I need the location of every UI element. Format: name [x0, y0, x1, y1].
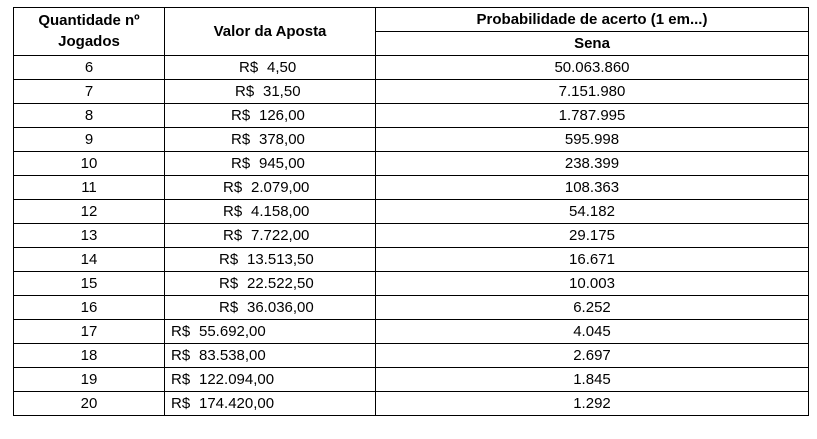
- bet-value-amount: 378,00: [259, 131, 305, 148]
- probability-cell: 10.003: [376, 272, 809, 296]
- bet-value-amount: 174.420,00: [199, 395, 275, 412]
- probability-cell: 29.175: [376, 224, 809, 248]
- quantity-cell: 8: [14, 104, 165, 128]
- probability-cell: 1.292: [376, 392, 809, 416]
- header-quantity-label: Quantidade nº Jogados: [38, 12, 140, 50]
- bet-value-cell: [165, 248, 376, 272]
- bet-value-amount: 55.692,00: [199, 323, 266, 340]
- quantity-cell: 11: [14, 176, 165, 200]
- probability-cell: 1.787.995: [376, 104, 809, 128]
- bet-value-amount: 83.538,00: [199, 347, 266, 364]
- bet-value-cell: [165, 296, 376, 320]
- probability-cell: 238.399: [376, 152, 809, 176]
- bet-value-amount: 945,00: [259, 155, 305, 172]
- bet-value-cell: [165, 104, 376, 128]
- currency-symbol: R$: [231, 155, 251, 172]
- table-body: [14, 56, 809, 416]
- table-row: [14, 56, 809, 80]
- bet-value-cell: [165, 128, 376, 152]
- currency-symbol: R$: [231, 131, 251, 148]
- currency-symbol: R$: [171, 323, 191, 340]
- table-row: [14, 176, 809, 200]
- currency-symbol: R$: [239, 59, 259, 76]
- table-row: [14, 200, 809, 224]
- currency-symbol: R$: [235, 83, 255, 100]
- quantity-cell: 15: [14, 272, 165, 296]
- currency-symbol: R$: [171, 347, 191, 364]
- table-row: [14, 368, 809, 392]
- bet-value-cell: [165, 368, 376, 392]
- table-row: [14, 344, 809, 368]
- table-row: [14, 80, 809, 104]
- currency-symbol: R$: [223, 179, 243, 196]
- probability-cell: 2.697: [376, 344, 809, 368]
- bet-value-amount: 36.036,00: [247, 299, 314, 316]
- probability-cell: 595.998: [376, 128, 809, 152]
- table-row: [14, 248, 809, 272]
- bet-value-cell: [165, 176, 376, 200]
- quantity-cell: 17: [14, 320, 165, 344]
- probability-cell: 108.363: [376, 176, 809, 200]
- quantity-cell: 18: [14, 344, 165, 368]
- bet-value-cell: [165, 392, 376, 416]
- table-row: [14, 224, 809, 248]
- quantity-cell: 13: [14, 224, 165, 248]
- header-sena: Sena: [376, 32, 809, 56]
- table-row: [14, 128, 809, 152]
- table-row: [14, 104, 809, 128]
- quantity-cell: 10: [14, 152, 165, 176]
- table-row: [14, 152, 809, 176]
- table-row: [14, 296, 809, 320]
- header-probability: Probabilidade de acerto (1 em...): [376, 8, 809, 32]
- currency-symbol: R$: [231, 107, 251, 124]
- bet-value-amount: 31,50: [263, 83, 301, 100]
- bet-value-cell: [165, 80, 376, 104]
- probability-cell: 6.252: [376, 296, 809, 320]
- bet-value-amount: 4,50: [267, 59, 297, 76]
- table-row: [14, 272, 809, 296]
- probability-cell: 16.671: [376, 248, 809, 272]
- currency-symbol: R$: [171, 371, 191, 388]
- quantity-cell: 20: [14, 392, 165, 416]
- quantity-cell: 7: [14, 80, 165, 104]
- header-bet-value: Valor da Aposta: [165, 8, 376, 56]
- bet-value-cell: [165, 320, 376, 344]
- quantity-cell: 14: [14, 248, 165, 272]
- quantity-cell: 12: [14, 200, 165, 224]
- bet-value-amount: 22.522,50: [247, 275, 314, 292]
- header-quantity: [14, 8, 165, 56]
- quantity-cell: 19: [14, 368, 165, 392]
- probability-cell: 4.045: [376, 320, 809, 344]
- bet-value-amount: 122.094,00: [199, 371, 275, 388]
- bet-value-amount: 13.513,50: [247, 251, 314, 268]
- bet-value-cell: [165, 56, 376, 80]
- quantity-cell: 16: [14, 296, 165, 320]
- probability-cell: 50.063.860: [376, 56, 809, 80]
- probability-cell: 54.182: [376, 200, 809, 224]
- bet-value-amount: 2.079,00: [251, 179, 310, 196]
- table-row: [14, 320, 809, 344]
- bet-value-cell: [165, 272, 376, 296]
- bet-value-cell: [165, 152, 376, 176]
- bet-value-amount: 4.158,00: [251, 203, 310, 220]
- bet-value-cell: [165, 344, 376, 368]
- currency-symbol: R$: [219, 299, 239, 316]
- table-row: [14, 392, 809, 416]
- quantity-cell: 9: [14, 128, 165, 152]
- currency-symbol: R$: [223, 203, 243, 220]
- bet-value-cell: [165, 224, 376, 248]
- bet-value-amount: 7.722,00: [251, 227, 310, 244]
- probability-cell: 1.845: [376, 368, 809, 392]
- probability-table: [13, 7, 809, 416]
- currency-symbol: R$: [171, 395, 191, 412]
- probability-cell: 7.151.980: [376, 80, 809, 104]
- bet-value-cell: [165, 200, 376, 224]
- currency-symbol: R$: [219, 251, 239, 268]
- currency-symbol: R$: [223, 227, 243, 244]
- quantity-cell: 6: [14, 56, 165, 80]
- currency-symbol: R$: [219, 275, 239, 292]
- bet-value-amount: 126,00: [259, 107, 305, 124]
